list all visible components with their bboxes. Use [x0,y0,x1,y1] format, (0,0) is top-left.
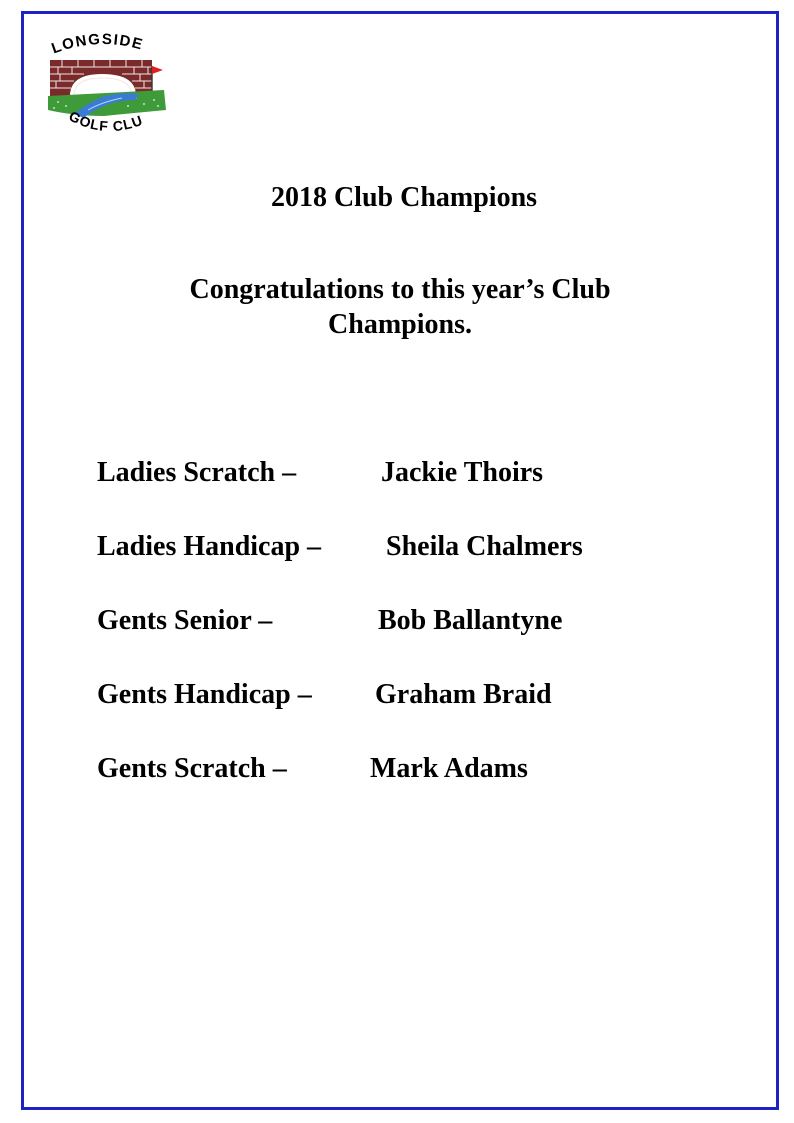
congratulations-line-2: Champions. [328,309,472,340]
club-logo [44,30,168,142]
champion-row-gents-senior [97,603,717,677]
congratulations-message [150,272,650,342]
champion-category: Ladies Handicap – [97,531,322,562]
page-title: 2018 Club Champions [270,182,538,213]
congratulations-line-1: Congratulations to this year’s Club [189,274,611,305]
svg-text:LONGSIDE [49,31,145,58]
champion-row-ladies-handicap [97,529,717,603]
champion-row-gents-handicap [97,677,717,751]
champions-list [97,455,717,825]
champion-name: Mark Adams [370,753,528,784]
champion-category: Gents Senior – [97,605,273,636]
logo-text-bottom: GOLF CLU [66,107,146,135]
club-logo-graphic [44,30,168,142]
champion-name: Jackie Thoirs [381,457,544,488]
champion-row-gents-scratch [97,751,717,825]
champion-name: Bob Ballantyne [378,605,563,636]
champion-category: Ladies Scratch – [97,457,297,488]
champion-category: Gents Scratch – [97,753,287,784]
champion-name: Graham Braid [375,679,552,710]
logo-text-top: LONGSIDE [49,30,146,58]
champion-row-ladies-scratch [97,455,717,529]
champion-category: Gents Handicap – [97,679,312,710]
champion-name: Sheila Chalmers [386,531,583,562]
